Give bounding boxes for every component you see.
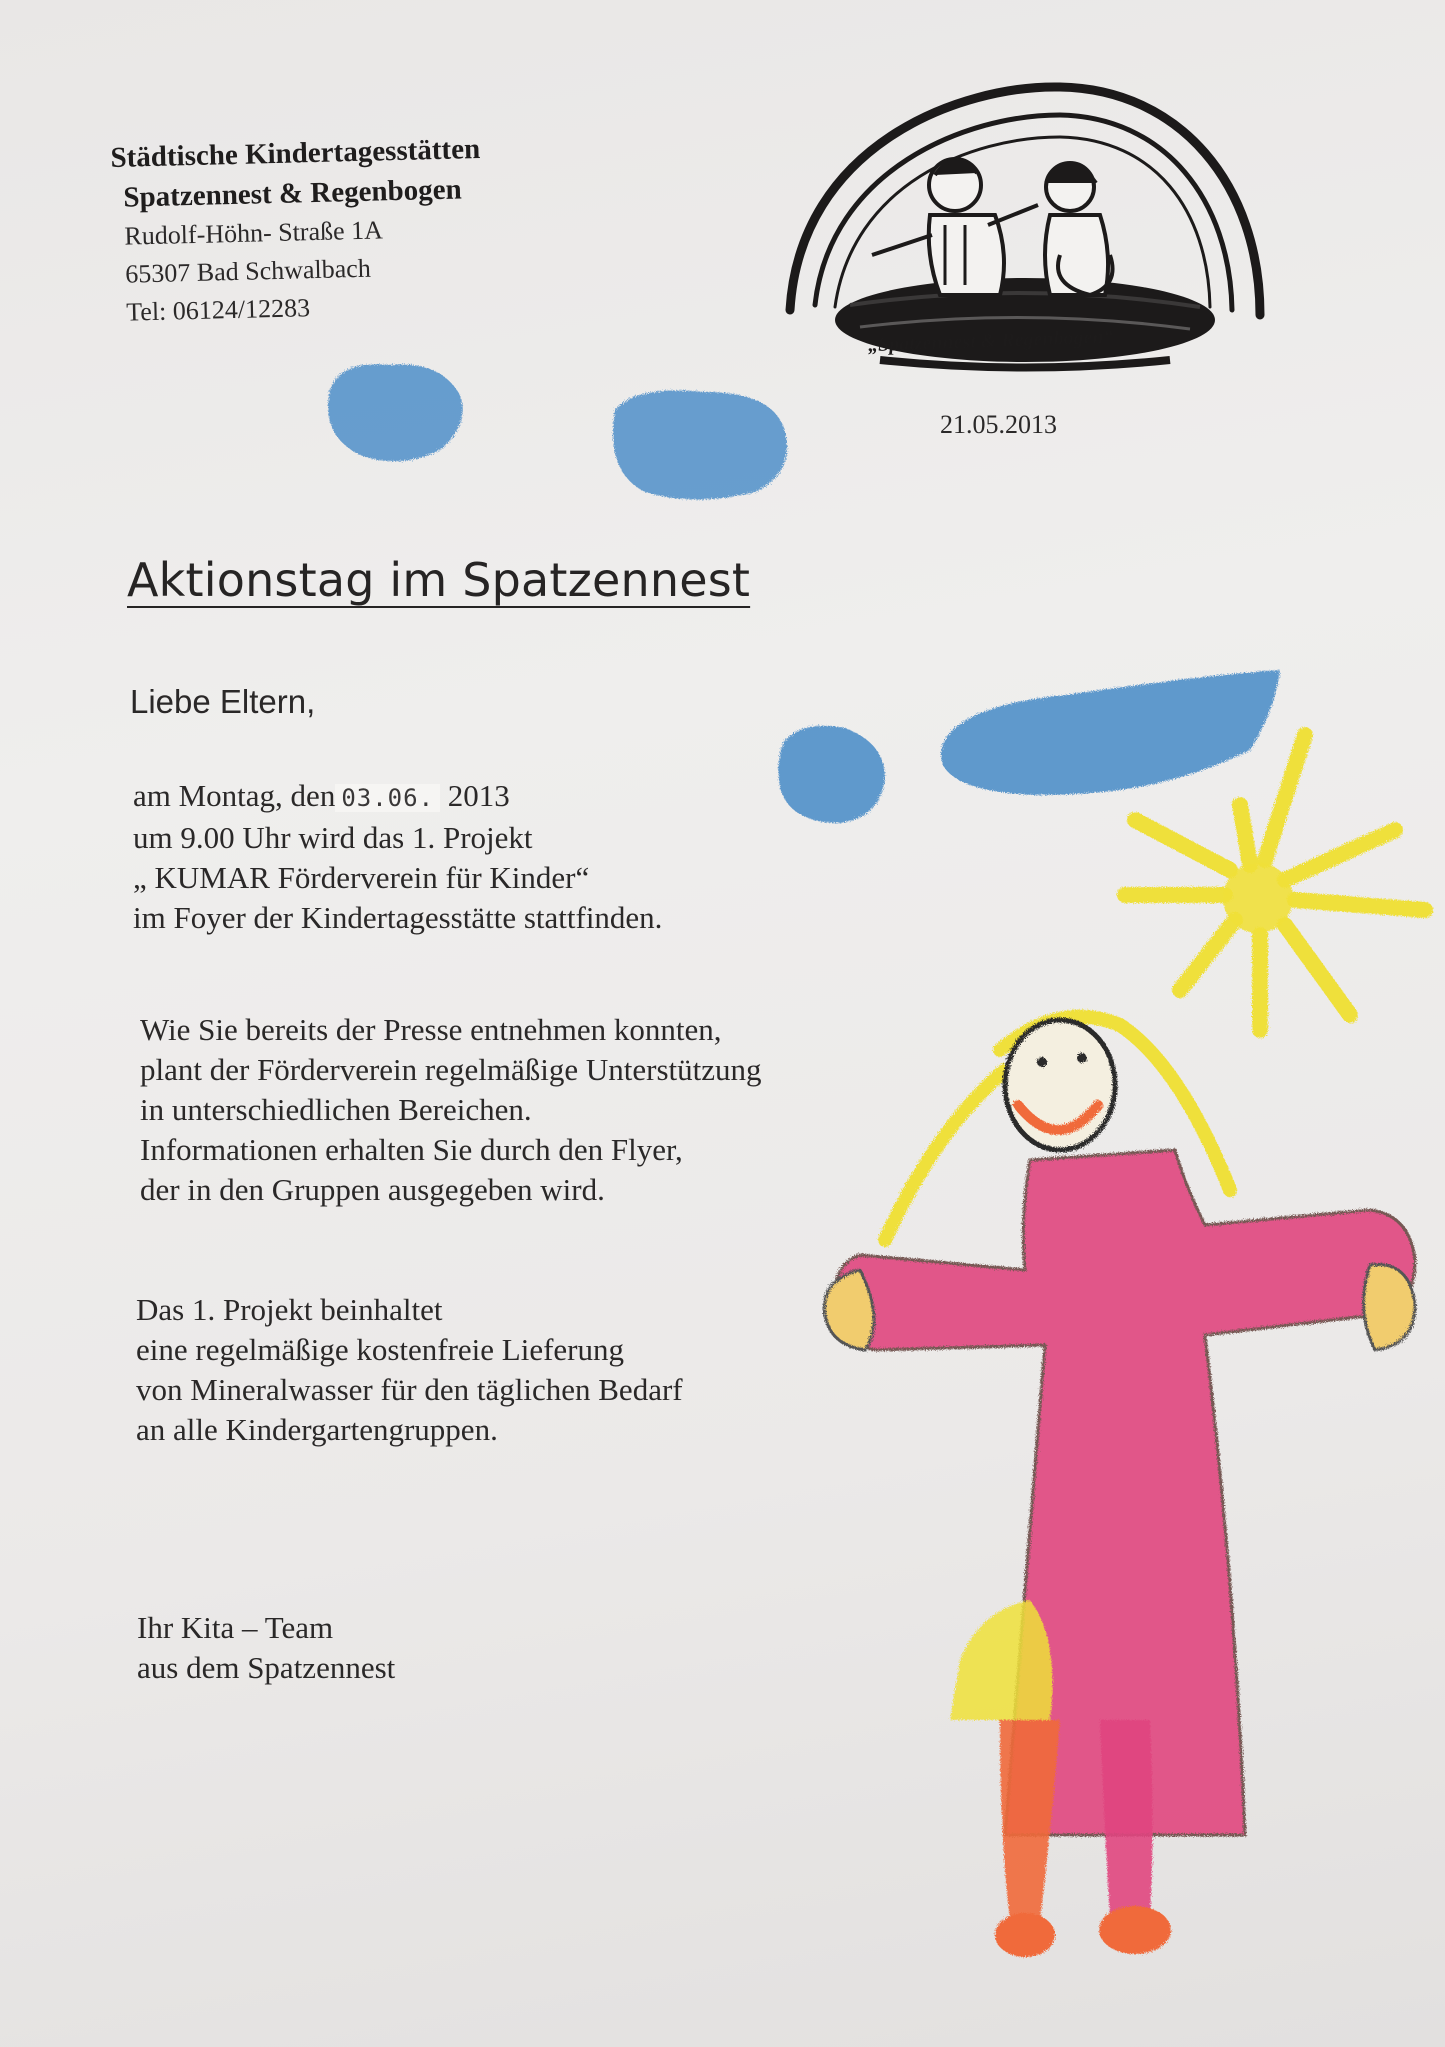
event-date-prefix: am Montag, den	[133, 778, 336, 813]
paragraph-project	[136, 1290, 683, 1450]
org-name-line1: Städtische Kindertagesstätten	[110, 132, 481, 174]
greeting: Liebe Eltern,	[130, 683, 316, 720]
address-city: 65307 Bad Schwalbach	[124, 253, 372, 289]
girl-leg	[1100, 1720, 1153, 1915]
kita-logo-stamp	[760, 75, 1270, 405]
event-year: 2013	[447, 778, 510, 813]
paragraph-event	[133, 776, 662, 938]
child-figure-icon	[1045, 163, 1113, 295]
girl-hair	[1000, 1017, 1230, 1190]
page-title: Aktionstag im Spatzennest	[127, 553, 751, 607]
paragraph-info	[140, 1010, 762, 1210]
logo-caption: „Spatzennest & Regenbogen“	[867, 325, 1114, 357]
girl-face	[1005, 1020, 1115, 1150]
event-location-line: im Foyer der Kindertagesstätte stattfinden.	[133, 900, 663, 935]
paragraph-line: Wie Sie bereits der Presse entnehmen konnten,	[140, 1012, 722, 1047]
paragraph-line: an alle Kindergartengruppen.	[136, 1412, 498, 1447]
paragraph-line: Das 1. Projekt beinhaltet	[136, 1292, 443, 1327]
address-phone: Tel: 06124/12283	[125, 293, 311, 327]
cloud-icon	[941, 670, 1280, 795]
girl-foot	[1099, 1906, 1171, 1954]
org-name-line2: Spatzennest & Regenbogen	[123, 173, 463, 214]
letter-date: 21.05.2013	[940, 410, 1057, 439]
girl-hand	[824, 1270, 873, 1350]
girl-body	[834, 1150, 1415, 1835]
event-time-line: um 9.00 Uhr wird das 1. Projekt	[133, 820, 533, 855]
signature-line2: aus dem Spatzennest	[137, 1650, 396, 1685]
signature-line1: Ihr Kita – Team	[137, 1610, 334, 1645]
address-street: Rudolf-Höhn- Straße 1A	[124, 215, 384, 251]
handwritten-date: 03.06.	[335, 784, 440, 812]
cloud-icon	[613, 390, 787, 499]
paragraph-line: plant der Förderverein regelmäßige Unterstützung	[140, 1052, 762, 1087]
girl-leg	[1000, 1720, 1060, 1920]
cloud-icon	[328, 364, 463, 461]
letterhead	[110, 129, 484, 332]
girl-hand	[1364, 1265, 1415, 1351]
child-figure-icon	[872, 159, 1038, 295]
event-project-name: „ KUMAR Förderverein für Kinder“	[133, 860, 590, 895]
girl-foot	[995, 1913, 1055, 1957]
sun-icon	[1125, 735, 1425, 1030]
signature	[137, 1608, 395, 1688]
paragraph-line: Informationen erhalten Sie durch den Flyer,	[140, 1132, 683, 1167]
paragraph-line: in unterschiedlichen Bereichen.	[140, 1092, 532, 1127]
cloud-icon	[778, 726, 885, 823]
paragraph-line: der in den Gruppen ausgegeben wird.	[140, 1172, 605, 1207]
paragraph-line: eine regelmäßige kostenfreie Lieferung	[136, 1332, 625, 1367]
paragraph-line: von Mineralwasser für den täglichen Bedarf	[136, 1372, 683, 1407]
